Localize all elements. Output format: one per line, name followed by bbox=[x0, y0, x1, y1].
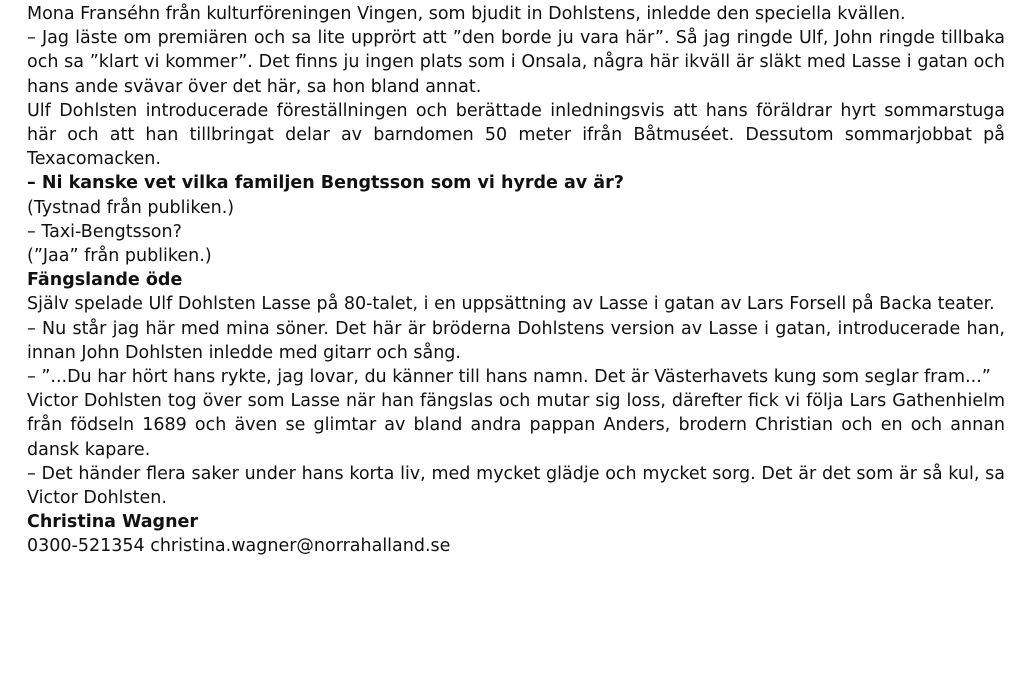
paragraph-quote-mona: – Jag läste om premiären och sa lite upprört att ”den borde ju vara här”. Så jag ringde Ulf, John ringde tillbaka och sa ”klart vi kommer”. Det finns ju ingen plats som i Onsala, några här ikväll är släkt med Lasse i gatan och hans ande svävar över det här, sa hon bland annat. bbox=[27, 28, 1005, 97]
author-contact: 0300-521354 christina.wagner@norrahalland.se bbox=[27, 536, 451, 557]
paragraph-ulf-intro: Ulf Dohlsten introducerade föreställningen och berättade inledningsvis att hans föräldrar hyrt sommarstuga här och att han tillbringat delar av barndomen 50 meter ifrån Båtmuséet. Dessutom sommarjobbat på Texacomacken. bbox=[27, 100, 1005, 170]
paragraph-audience-jaa: (”Jaa” från publiken.) bbox=[27, 246, 212, 267]
paragraph-song-quote: – ”...Du har hört hans rykte, jag lovar, du känner till hans namn. Det är Västerhavets kung som seglar fram...” bbox=[27, 367, 991, 388]
paragraph-question-bold: – Ni kanske vet vilka familjen Bengtsson som vi hyrde av är? bbox=[27, 173, 624, 194]
subheading: Fängslande öde bbox=[27, 270, 183, 291]
paragraph-ulf-80s: Själv spelade Ulf Dohlsten Lasse på 80-talet, i en uppsättning av Lasse i gatan av Lars Forsell på Backa teater. bbox=[27, 294, 995, 315]
paragraph-intro: Mona Franséhn från kulturföreningen Vingen, som bjudit in Dohlstens, inledde den speciella kvällen. bbox=[27, 4, 906, 24]
paragraph-sons: – Nu står jag här med mina söner. Det här är bröderna Dohlstens version av Lasse i gatan, introducerade han, innan John Dohlsten inledde med gitarr och sång. bbox=[27, 318, 1005, 363]
paragraph-victor: Victor Dohlsten tog över som Lasse när han fängslas och mutar sig loss, därefter fick vi följa Lars Gathenhielm från födseln 1689 och även se glimtar av bland andra pappan Anders, brodern Christian och en och annan dansk kapare. bbox=[27, 391, 1005, 460]
paragraph-taxi-bengtsson: – Taxi-Bengtsson? bbox=[27, 221, 182, 242]
paragraph-victor-quote: – Det händer flera saker under hans korta liv, med mycket glädje och mycket sorg. Det är det som är så kul, sa Victor Dohlsten. bbox=[27, 463, 1005, 509]
author-name: Christina Wagner bbox=[27, 512, 199, 533]
paragraph-audience-silence: (Tystnad från publiken.) bbox=[27, 197, 235, 218]
article-body bbox=[27, 2, 1005, 559]
